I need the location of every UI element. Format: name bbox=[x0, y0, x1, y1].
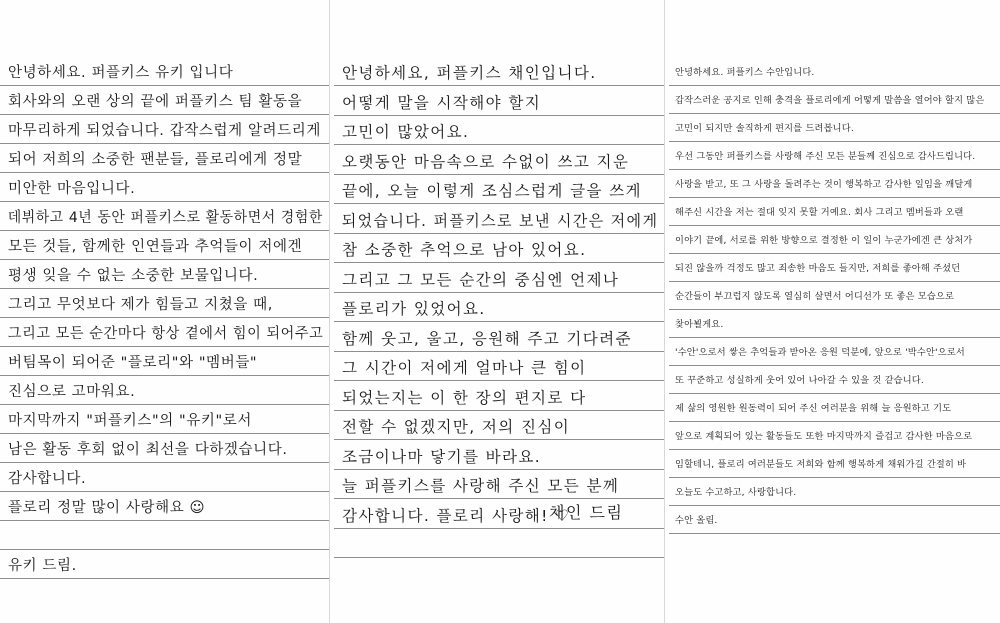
ruled-line bbox=[334, 528, 664, 529]
ruled-line bbox=[334, 498, 664, 499]
ruled-line bbox=[0, 201, 329, 202]
ruled-line bbox=[669, 337, 1000, 338]
ruled-line bbox=[334, 262, 664, 263]
letter-line: 진심으로 고마워요. bbox=[8, 384, 136, 400]
letter-line: 미안한 마음입니다. bbox=[8, 181, 136, 197]
letter-line: 사랑을 받고, 또 그 사랑을 돌려주는 것이 행복하고 감사한 일임을 깨달게 bbox=[675, 179, 973, 190]
letter-line: 어떻게 말을 시작해야 할지 bbox=[342, 94, 542, 112]
letter-line: 되진 않을까 걱정도 많고 죄송한 마음도 들지만, 저희를 좋아해 주셨던 bbox=[675, 263, 961, 274]
letter-line: 안녕하세요, 퍼플키스 채인입니다. bbox=[342, 64, 597, 82]
ruled-line bbox=[334, 380, 664, 381]
ruled-line bbox=[334, 174, 664, 175]
letter-line: 평생 잊을 수 없는 소중한 보물입니다. bbox=[8, 268, 259, 284]
letter-line: 고민이 되지만 솔직하게 편지를 드려봅니다. bbox=[675, 123, 854, 134]
letter-line: 끝에, 오늘 이렇게 조심스럽게 글을 쓰게 bbox=[342, 182, 642, 200]
ruled-line bbox=[0, 549, 329, 550]
letter-line: 데뷔하고 4년 동안 퍼플키스로 활동하면서 경험한 bbox=[7, 210, 323, 226]
letter-line: 플로리 정말 많이 사랑해요 ☺ bbox=[8, 500, 206, 516]
letter-line: 우선 그동안 퍼플키스를 사랑해 주신 모든 분들께 진심으로 감사드립니다. bbox=[675, 151, 976, 162]
ruled-line bbox=[669, 449, 1000, 450]
letter-line: 전할 수 없겠지만, 저의 진심이 bbox=[342, 418, 571, 436]
letter-line: 해주신 시간을 저는 절대 잊지 못할 거예요. 회사 그리고 멤버들과 오랜 bbox=[675, 207, 964, 218]
ruled-line bbox=[0, 404, 329, 405]
ruled-line bbox=[669, 85, 1000, 86]
ruled-line bbox=[0, 288, 329, 289]
letter-line: 찾아뵐게요. bbox=[675, 319, 724, 330]
letter-line: 고민이 많았어요. bbox=[342, 123, 470, 141]
ruled-line bbox=[669, 141, 1000, 142]
letter-line: 플로리가 있었어요. bbox=[342, 300, 486, 318]
letter-line: 또 꾸준하고 성실하게 웃어 있어 나아갈 수 있을 것 같습니다. bbox=[675, 375, 925, 386]
letter-line: 갑작스러운 공지로 인해 충격을 플로리에게 어떻게 말씀을 열어야 할지 많은 bbox=[675, 95, 985, 106]
ruled-line bbox=[0, 317, 329, 318]
letter-line: 조금이나마 닿기를 바라요. bbox=[342, 448, 542, 466]
letter-yuki bbox=[0, 0, 330, 623]
letter-line: '수안'으로서 쌓은 추억들과 받아온 응원 덕분에, 앞으로 '박수안'으로서 bbox=[675, 347, 965, 358]
ruled-line bbox=[0, 578, 329, 579]
letter-line: 되었는지는 이 한 장의 편지로 다 bbox=[342, 389, 587, 407]
letter-line: 임할테니, 플로리 여러분들도 저희와 함께 행복하게 채워가길 간절히 바 bbox=[675, 459, 967, 470]
letter-line: 이야기 끝에, 서로를 위한 방향으로 결정한 이 일이 누군가에겐 큰 상처가 bbox=[675, 235, 973, 246]
ruled-line bbox=[669, 169, 1000, 170]
ruled-line bbox=[0, 375, 329, 376]
ruled-line bbox=[669, 197, 1000, 198]
ruled-line bbox=[334, 203, 664, 204]
ruled-line bbox=[334, 439, 664, 440]
letter-line: 유키 드림. bbox=[8, 558, 77, 574]
ruled-line bbox=[669, 253, 1000, 254]
ruled-line bbox=[0, 143, 329, 144]
letter-suan bbox=[669, 0, 1000, 623]
letter-line: 회사와의 오랜 상의 끝에 퍼플키스 팀 활동을 bbox=[8, 94, 303, 110]
letter-line: 오랫동안 마음속으로 수없이 쓰고 지운 bbox=[342, 153, 630, 171]
letter-line: 앞으로 계획되어 있는 활동들도 또한 마지막까지 즐겁고 감사한 마음으로 bbox=[675, 431, 973, 442]
ruled-line bbox=[0, 433, 329, 434]
ruled-line bbox=[334, 233, 664, 234]
letter-line: 감사합니다. bbox=[8, 471, 87, 487]
ruled-line bbox=[0, 491, 329, 492]
ruled-line bbox=[669, 505, 1000, 506]
ruled-line bbox=[0, 85, 329, 86]
ruled-line bbox=[334, 410, 664, 411]
letter-line bbox=[0, 527, 8, 547]
letter-line: 버팀목이 되어준 "플로리"와 "멤버들" bbox=[8, 355, 258, 371]
letter-line: 모든 것들, 함께한 인연들과 추억들이 저에겐 bbox=[8, 239, 303, 255]
ruled-line bbox=[0, 346, 329, 347]
letter-line: 되었습니다. 퍼플키스로 보낸 시간은 저에게 bbox=[341, 212, 659, 230]
ruled-line bbox=[0, 259, 329, 260]
ruled-line bbox=[0, 520, 329, 521]
ruled-line bbox=[334, 292, 664, 293]
ruled-line bbox=[334, 85, 664, 86]
letter-line: 마지막까지 "퍼플키스"의 "유키"로서 bbox=[8, 413, 252, 429]
letter-line: 함께 웃고, 울고, 응원해 주고 기다려준 bbox=[342, 330, 632, 348]
signature: 채인 드림 bbox=[549, 503, 624, 522]
ruled-line bbox=[0, 462, 329, 463]
letter-line: 안녕하세요. 퍼플키스 수안입니다. bbox=[675, 67, 815, 78]
letter-line: 늘 퍼플키스를 사랑해 주신 모든 분께 bbox=[342, 477, 620, 495]
letter-line: 참 소중한 추억으로 남아 있어요. bbox=[342, 241, 587, 259]
ruled-line bbox=[669, 533, 1000, 534]
ruled-line bbox=[0, 172, 329, 173]
letter-line: 남은 활동 후회 없이 최선을 다하겠습니다. bbox=[8, 442, 288, 458]
ruled-line bbox=[669, 477, 1000, 478]
ruled-line bbox=[334, 115, 664, 116]
letter-line: 그리고 그 모든 순간의 중심엔 언제나 bbox=[342, 271, 620, 289]
letter-line: 마무리하게 되었습니다. 갑작스럽게 알려드리게 bbox=[8, 123, 321, 139]
letter-line: 안녕하세요. 퍼플키스 유키 입니다 bbox=[8, 65, 234, 81]
letter-line: 되어 저희의 소중한 팬분들, 플로리에게 정말 bbox=[8, 152, 303, 168]
ruled-line bbox=[334, 557, 664, 558]
letter-line: 순간들이 부끄럽지 않도록 열심히 살면서 어디선가 또 좋은 모습으로 bbox=[675, 291, 955, 302]
ruled-line bbox=[669, 393, 1000, 394]
ruled-line bbox=[669, 365, 1000, 366]
ruled-line bbox=[334, 469, 664, 470]
ruled-line bbox=[669, 421, 1000, 422]
letter-line: 오늘도 수고하고, 사랑합니다. bbox=[675, 487, 797, 498]
ruled-line bbox=[669, 225, 1000, 226]
letter-line: 수안 올림. bbox=[675, 515, 718, 526]
ruled-line bbox=[0, 114, 329, 115]
ruled-line bbox=[669, 113, 1000, 114]
ruled-line bbox=[0, 230, 329, 231]
letter-line: 제 삶의 영원한 원동력이 되어 주신 여러분을 위해 늘 응원하고 기도 bbox=[675, 403, 952, 414]
letter-line: 그리고 무엇보다 제가 힘들고 지쳤을 때, bbox=[8, 297, 273, 313]
letter-chaein bbox=[334, 0, 665, 623]
ruled-line bbox=[334, 144, 664, 145]
ruled-line bbox=[334, 351, 664, 352]
ruled-line bbox=[669, 281, 1000, 282]
letter-line: 그리고 모든 순간마다 항상 곁에서 힘이 되어주고 bbox=[7, 326, 324, 342]
ruled-line bbox=[669, 309, 1000, 310]
letter-line: 그 시간이 저에게 얼마나 큰 힘이 bbox=[342, 359, 587, 377]
letter-line: 감사합니다. 플로리 사랑해! ♡ bbox=[342, 507, 571, 525]
ruled-line bbox=[334, 321, 664, 322]
